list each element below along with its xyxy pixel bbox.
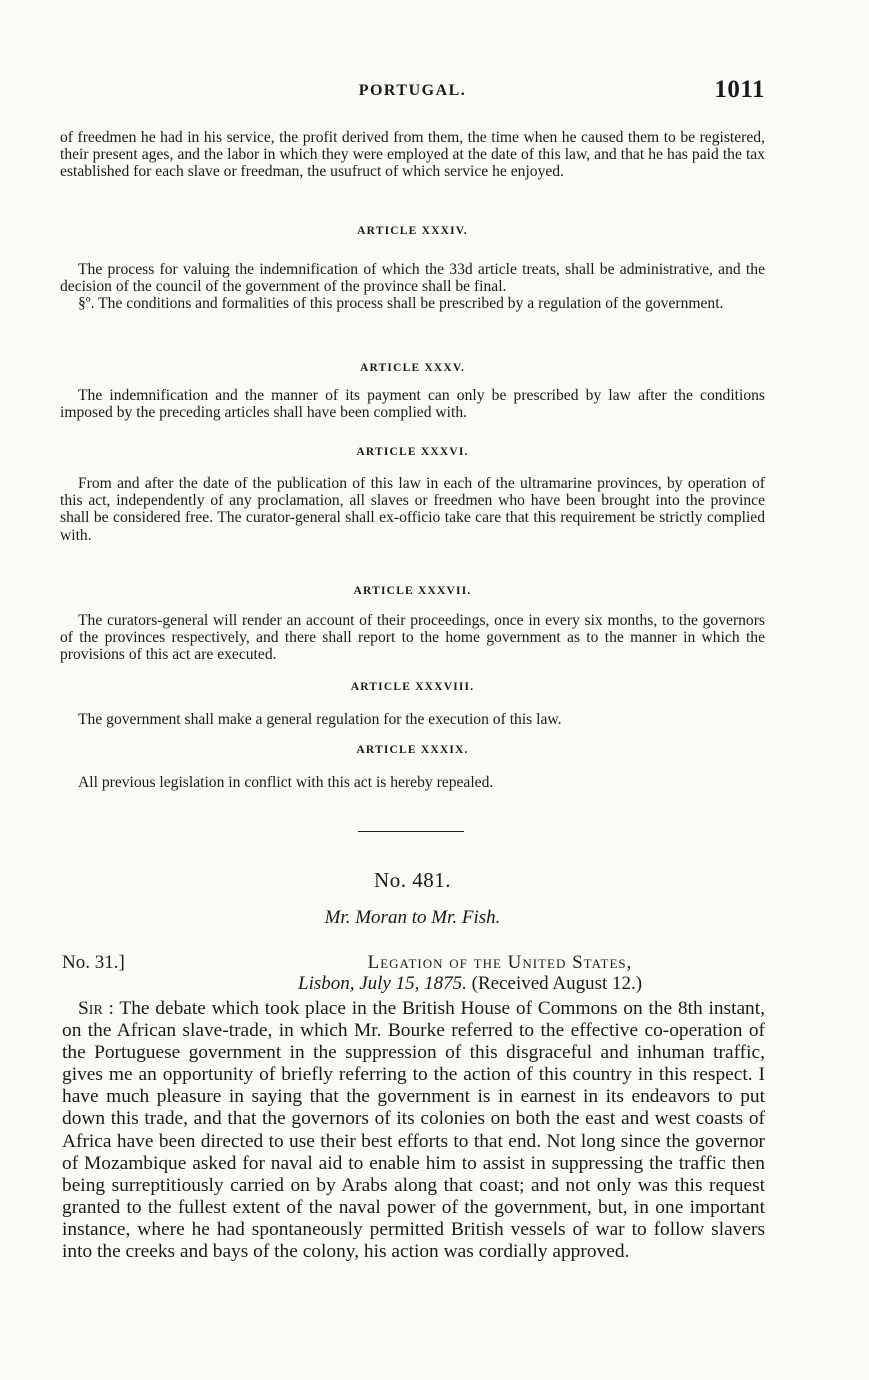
article-body: [60, 261, 765, 313]
paragraph: §º. The conditions and formalities of this process shall be prescribed by a regulation of the government.: [78, 295, 724, 313]
letter-text: The debate which took place in the British House of Commons on the 8th instant, on the African slave-trade, in which Mr. Bourke referred to the effective co-operation of the Portuguese government in the suppression of this disgraceful and inhuman traffic, gives me an opportunity of briefly referring to the action of this country in this respect. I have much pleasure in saying that the government is in earnest in its endeavors to put down this trade, and that the governors of its colonies on both the east and west coasts of Africa have been directed to use their best efforts to that end. Not long since the governor of Mozambique asked for naval aid to enable him to assist in suppressing the traffic then being surreptitiously carried on by Arabs along that coast; and not only was this request granted to the fullest extent of the naval power of the government, but, in one important instance, where he had spontaneously permitted British vessels of war to follow slavers into the creeks and bays of the colony, his action was cordially approved.: [62, 998, 765, 1263]
page-number: 1011: [714, 76, 765, 103]
salutation: Sir :: [78, 998, 114, 1019]
article-heading: ARTICLE XXXIX.: [356, 744, 469, 756]
paragraph: The indemnification and the manner of its payment can only be prescribed by law after the conditions imposed by the preceding articles shall have been complied with.: [60, 387, 765, 422]
article-heading: ARTICLE XXXVI.: [356, 446, 469, 458]
received-date: (Received August 12.): [471, 973, 643, 994]
opening-paragraph: [60, 129, 765, 181]
article-heading: ARTICLE XXXVIII.: [350, 681, 475, 693]
paragraph: The curators-general will render an account of their proceedings, once in every six months, to the governors of the provinces respectively, and there shall report to the home government as to the manner in which the provisions of this act are executed.: [60, 612, 765, 664]
article-body: [60, 612, 765, 664]
article-body: [60, 774, 765, 791]
paragraph: The government shall make a general regulation for the execution of this law.: [78, 711, 562, 728]
article-body: [60, 475, 765, 544]
article-heading: ARTICLE XXXV.: [359, 362, 466, 374]
article-body: [60, 387, 765, 421]
dispatch-reference: No. 31.]: [62, 952, 125, 973]
document-number: No. 481.: [374, 868, 451, 892]
article-body: [60, 711, 765, 728]
paragraph: The process for valuing the indemnification of which the 33d article treats, shall be administrative, and the decision of the council of the government of the province shall be final.: [60, 261, 765, 296]
paragraph: All previous legislation in conflict with this act is hereby repealed.: [78, 774, 494, 791]
running-head: [60, 76, 765, 106]
legation-heading: Legation of the United States,: [367, 952, 633, 973]
paragraph: From and after the date of the publication of this law in each of the ultramarine provinces, by operation of this act, independently of any proclamation, all slaves or freedmen who have been brought into the province shall be considered free. The curator-general shall ex-officio take care that this requirement be strictly complied with.: [60, 475, 765, 544]
document-subject: Mr. Moran to Mr. Fish.: [324, 907, 501, 928]
paragraph: of freedmen he had in his service, the profit derived from them, the time when he caused them to be registered, their present ages, and the labor in which they were employed at the date of this law, and that he has paid the tax established for each slave or freedman, the usufruct of which service he enjoyed.: [60, 129, 765, 181]
place-date: Lisbon, July 15, 1875.: [298, 973, 467, 994]
article-heading: ARTICLE XXXIV.: [357, 225, 468, 237]
section-divider: [358, 831, 464, 832]
place-date-line: [298, 973, 642, 995]
running-head-title: PORTUGAL.: [358, 82, 467, 99]
article-heading: ARTICLE XXXVII.: [353, 585, 472, 597]
letter-body: [62, 998, 765, 1263]
paragraph: [62, 998, 765, 1263]
